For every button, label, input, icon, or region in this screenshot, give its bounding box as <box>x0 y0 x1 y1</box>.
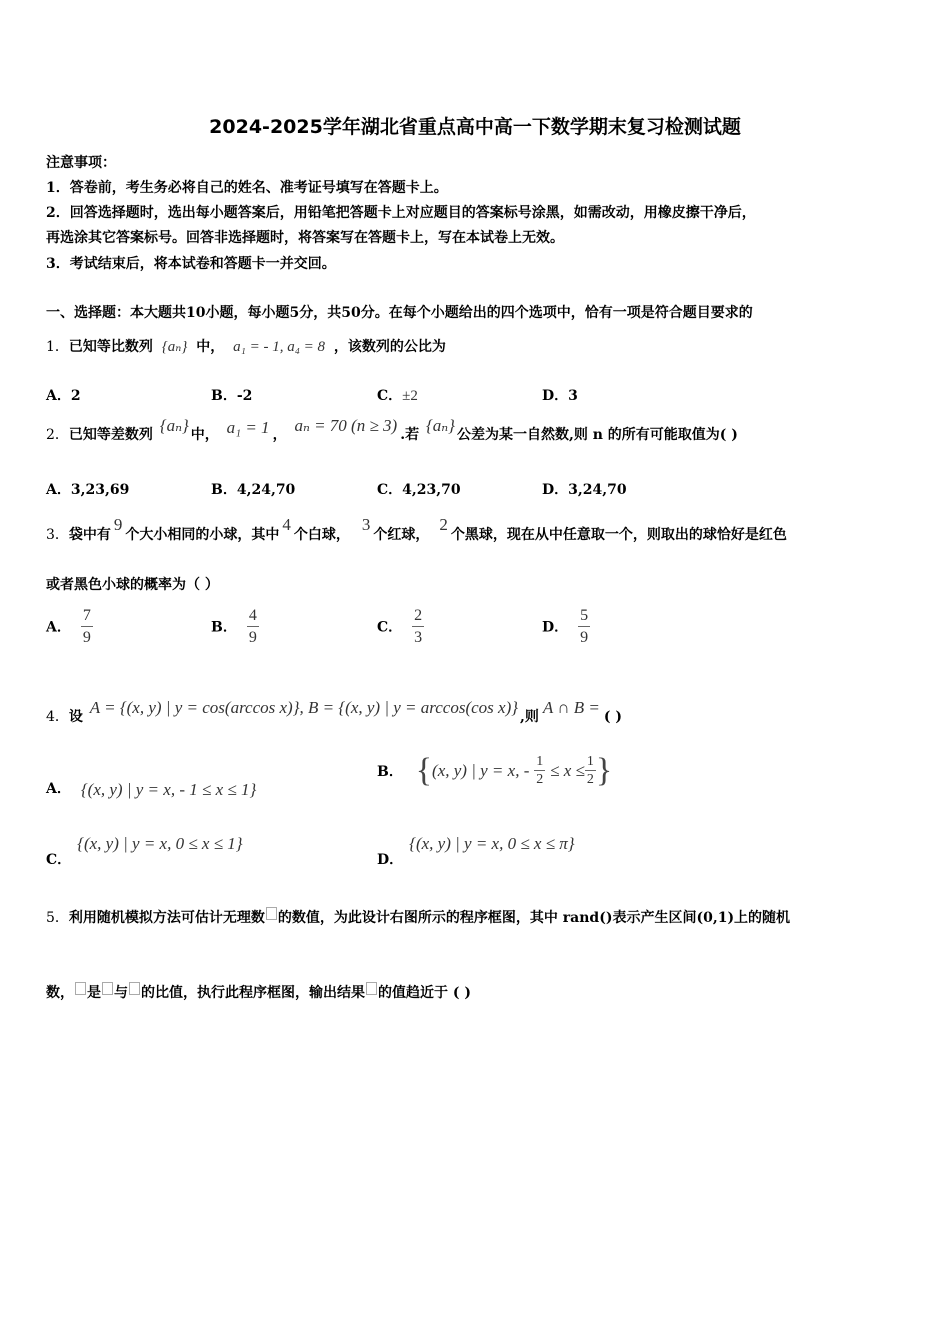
option-value: {(x, y) | y = x, 0 ≤ x ≤ π} <box>409 834 575 853</box>
option-value: 3,23,69 <box>70 482 130 498</box>
question-text: ， <box>272 427 287 443</box>
question-text: 个白球， <box>293 527 350 543</box>
math-expression: A = {(x, y) | y = cos(arccos x)}, B = {(x, y) | y = arccos(cos x)} <box>89 698 519 717</box>
numerator: 1 <box>586 753 594 769</box>
question-text: 袋中有 <box>68 527 111 543</box>
option-label: D． <box>542 388 569 404</box>
question-text: 与 <box>114 985 128 1001</box>
math-number: 9 <box>113 515 123 534</box>
fraction <box>81 606 93 649</box>
option-c[interactable] <box>377 385 418 405</box>
denominator: 9 <box>82 629 91 646</box>
section-heading: 一、选择题：本大题共10小题，每小题5分，共50分。在每个小题给出的四个选项中，恰有一项是符合题目要求的 <box>46 305 753 321</box>
brace-left: { <box>415 752 433 789</box>
option-label: C． <box>377 388 403 404</box>
option-label: B． <box>377 764 403 780</box>
brace-right: } <box>595 752 613 789</box>
question-number: 5． <box>46 910 69 926</box>
option-label: D． <box>542 619 569 636</box>
math-number: 4 <box>282 515 291 534</box>
math-condition: a₁ = 1 <box>226 418 270 437</box>
question-text: 个黑球，现在从中任意取一个，则取出的球恰好是红色 <box>450 527 787 543</box>
question-text: 中， <box>196 339 225 355</box>
notes-heading: 注意事项： <box>46 155 116 171</box>
option-label: C． <box>377 619 403 636</box>
option-label: B． <box>211 482 237 498</box>
option-a[interactable] <box>46 479 129 499</box>
option-a[interactable] <box>46 778 256 798</box>
question-number: 1． <box>46 339 69 355</box>
option-b[interactable] <box>377 752 612 790</box>
option-value: 4,23,70 <box>402 482 461 498</box>
question-text: .若 <box>400 427 420 443</box>
math-sequence: {aₙ} <box>159 416 189 435</box>
denominator: 3 <box>414 629 423 646</box>
option-value: ±2 <box>402 388 418 404</box>
question-text: 已知等差数列 <box>68 427 153 443</box>
question-3 <box>46 515 787 544</box>
option-label: A． <box>46 482 71 498</box>
question-text: ( ) <box>603 709 623 725</box>
option-value: -2 <box>236 388 253 404</box>
notes-item-1: 1．答卷前，考生务必将自己的姓名、准考证号填写在答题卡上。 <box>46 180 448 196</box>
question-number: 3． <box>46 527 69 543</box>
question-3-line2: 或者黑色小球的概率为（ ） <box>46 577 219 593</box>
option-value: {(x, y) | y = x, 0 ≤ x ≤ 1} <box>77 834 243 853</box>
numerator: 1 <box>536 753 544 769</box>
notes-item-2a: 2．回答选择题时，选出每小题答案后，用铅笔把答题卡上对应题目的答案标号涂黑，如需改动，用橡皮擦干净后， <box>46 205 756 221</box>
question-text: 个大小相同的小球，其中 <box>125 527 280 543</box>
question-text: 的数值，为此设计右图所示的程序框图，其中 rand()表示产生区间(0,1)上的随机 <box>277 910 791 926</box>
option-label: D． <box>377 852 404 868</box>
question-text: 是 <box>87 985 101 1001</box>
option-label: B． <box>211 619 237 636</box>
option-c[interactable] <box>377 479 461 499</box>
question-text: 中， <box>190 427 219 443</box>
option-value: 3,24,70 <box>568 482 627 498</box>
missing-symbol-icon <box>129 982 140 995</box>
option-d[interactable] <box>542 606 590 649</box>
fraction <box>247 606 259 649</box>
denominator: 9 <box>580 629 589 646</box>
notes-item-2b: 再选涂其它答案标号。回答非选择题时，将答案写在答题卡上，写在本试卷上无效。 <box>46 230 564 246</box>
option-d[interactable] <box>542 479 627 499</box>
numerator: 2 <box>412 606 424 627</box>
question-number: 4． <box>46 709 69 725</box>
option-b[interactable] <box>211 385 252 405</box>
math-number: 3 <box>361 515 371 534</box>
math-condition: a₁ = - 1, a₄ = 8 <box>233 339 326 355</box>
option-value: ≤ x ≤ <box>550 761 585 780</box>
math-sequence: {aₙ} <box>161 339 188 355</box>
option-a[interactable] <box>46 606 93 649</box>
option-c[interactable] <box>377 606 424 649</box>
option-label: A． <box>46 619 71 636</box>
question-text: 个红球， <box>373 527 430 543</box>
option-d[interactable] <box>377 834 575 868</box>
numerator: 5 <box>578 606 590 627</box>
option-value: 4,24,70 <box>236 482 296 498</box>
denominator: 2 <box>536 771 544 787</box>
option-b[interactable] <box>211 479 295 499</box>
question-2 <box>46 416 738 444</box>
option-d[interactable] <box>542 385 578 405</box>
question-5 <box>46 907 790 927</box>
question-text: 利用随机模拟方法可估计无理数 <box>68 910 265 926</box>
question-1 <box>46 336 446 356</box>
denominator: 9 <box>248 629 257 646</box>
option-label: A． <box>46 388 71 404</box>
fraction <box>578 606 590 649</box>
fraction <box>534 754 545 789</box>
fraction <box>585 754 596 789</box>
option-c[interactable] <box>46 834 243 868</box>
option-value: (x, y) | y = x, - <box>432 761 530 780</box>
denominator: 2 <box>586 771 594 787</box>
question-number: 2． <box>46 427 69 443</box>
question-text: ，该数列的公比为 <box>333 339 446 355</box>
question-5-line2 <box>46 982 471 1002</box>
missing-symbol-icon <box>266 907 277 920</box>
notes-item-3: 3．考试结束后，将本试卷和答题卡一并交回。 <box>46 256 336 272</box>
option-value: {(x, y) | y = x, - 1 ≤ x ≤ 1} <box>80 780 257 799</box>
option-label: C． <box>46 852 72 868</box>
question-text: 公差为某一自然数,则 n 的所有可能取值为( ) <box>456 427 738 443</box>
question-text: 的值趋近于 ( ) <box>378 985 471 1001</box>
option-label: C． <box>377 482 403 498</box>
option-value: 2 <box>70 388 81 404</box>
option-value: 3 <box>568 388 578 404</box>
math-sequence: {aₙ} <box>425 416 455 435</box>
question-text: 数， <box>46 985 74 1001</box>
question-text: ,则 <box>520 709 539 725</box>
question-4 <box>46 698 623 726</box>
option-b[interactable] <box>211 606 259 649</box>
numerator: 4 <box>247 606 259 627</box>
missing-symbol-icon <box>366 982 377 995</box>
option-label: B． <box>211 388 237 404</box>
math-expression: A ∩ B = <box>542 698 600 717</box>
numerator: 7 <box>81 606 93 627</box>
question-text: 的比值，执行此程序框图，输出结果 <box>141 985 365 1001</box>
math-condition: aₙ = 70 (n ≥ 3) <box>294 416 398 435</box>
option-a[interactable] <box>46 385 81 405</box>
option-label: D． <box>542 482 569 498</box>
question-text: 设 <box>68 709 83 725</box>
option-label: A． <box>46 781 71 797</box>
question-text: 已知等比数列 <box>68 339 153 355</box>
fraction <box>412 606 424 649</box>
math-number: 2 <box>439 515 448 534</box>
page-title: 2024-2025学年湖北省重点高中高一下数学期末复习检测试题 <box>209 116 741 138</box>
missing-symbol-icon <box>102 982 113 995</box>
missing-symbol-icon <box>75 982 86 995</box>
